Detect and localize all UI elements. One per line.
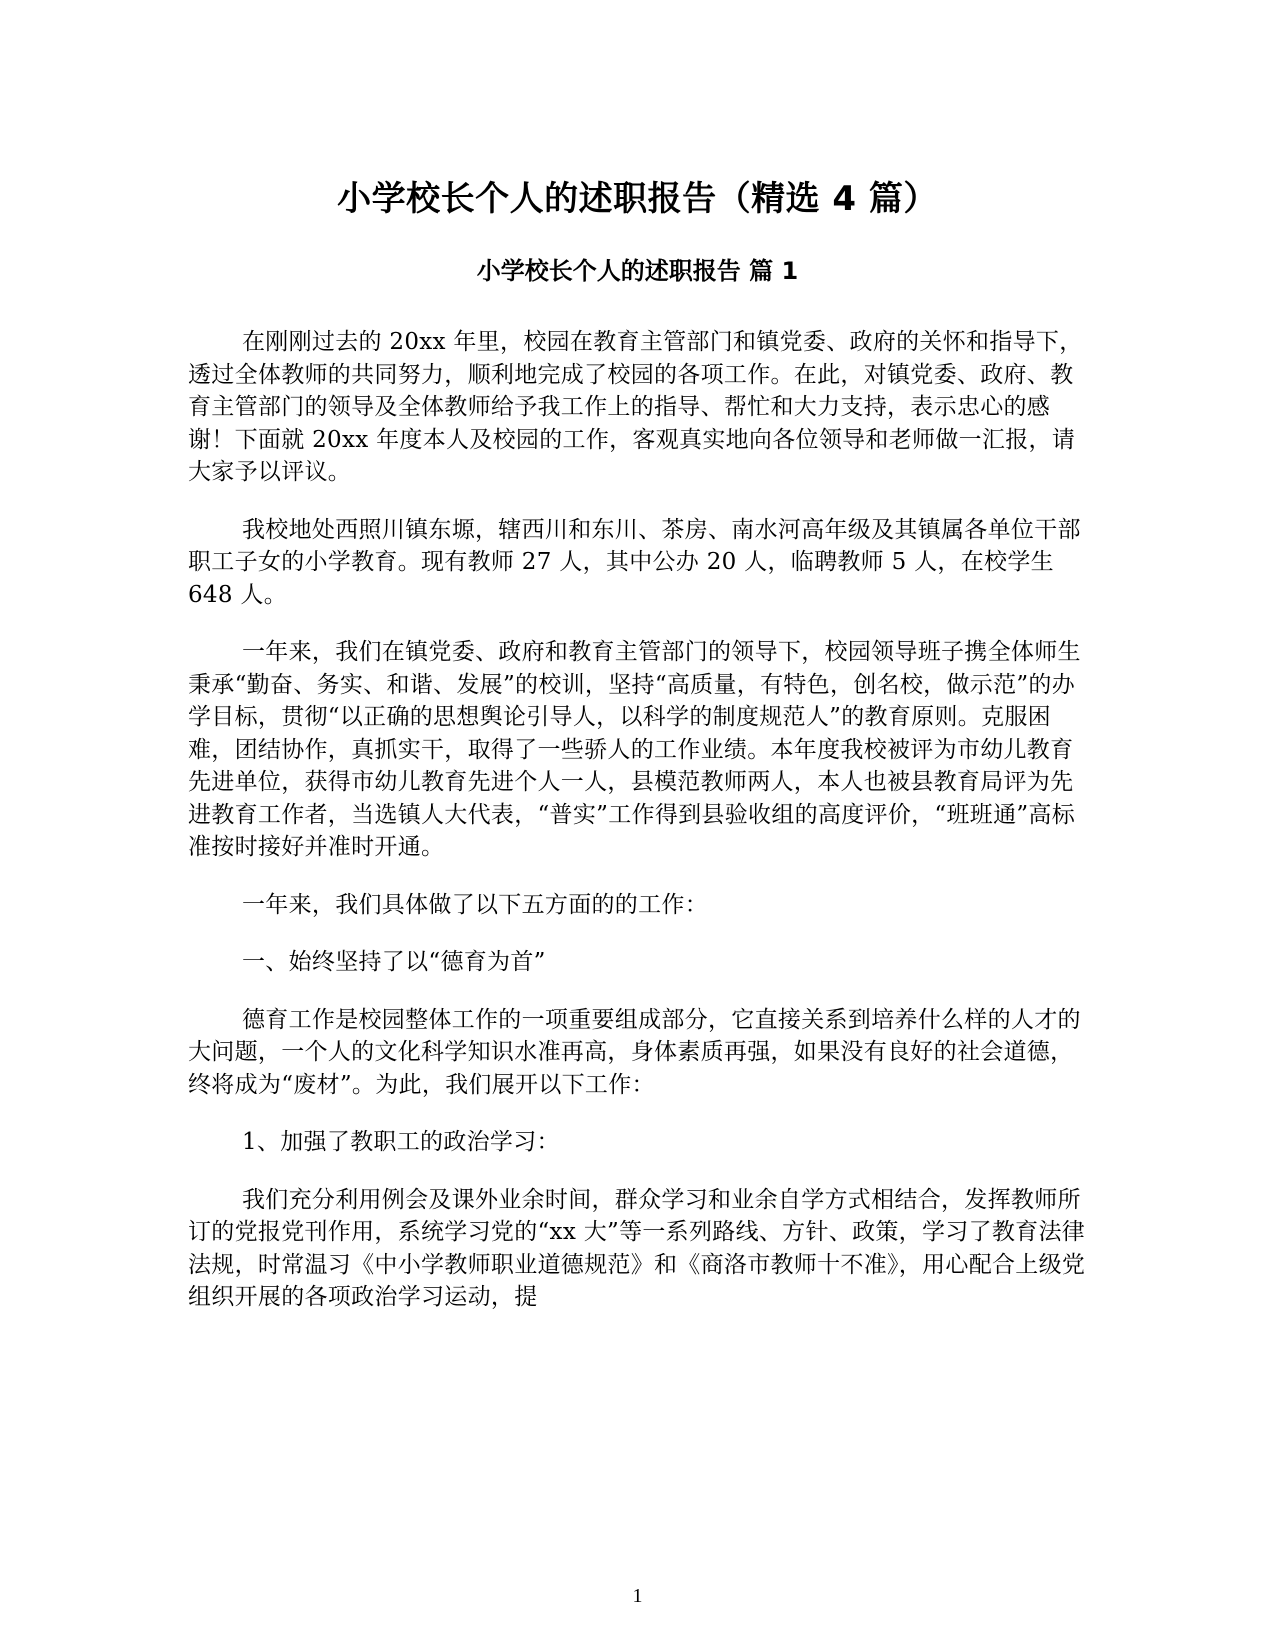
paragraph-political-study: 我们充分利用例会及课外业余时间，群众学习和业余自学方式相结合，发挥教师所订的党报党刊作用，系统学习党的“xx 大”等一系列路线、方针、政策，学习了教育法律法规，时常温习《中小学教师职业道德规范》和《商洛市教师十不准》，用心配合上级党组织开展的各项政治学习运动，提 (188, 1186, 1086, 1310)
paragraph-work-summary-heading: 一年来，我们具体做了以下五方面的的工作： (242, 891, 708, 918)
page-number: 1 (632, 1585, 643, 1607)
section-title: 小学校长个人的述职报告 篇 1 (476, 257, 799, 285)
document-body (188, 326, 1088, 1339)
paragraph-achievements: 一年来，我们在镇党委、政府和教育主管部门的领导下，校园领导班子携全体师生秉承“勤奋、务实、和谐、发展”的校训，坚持“高质量，有特色，创名校，做示范”的办学目标，贯彻“以正确的思想舆论引导人，以科学的制度规范人”的教育原则。克服困难，团结协作，真抓实干，取得了一些骄人的工作业绩。本年度我校被评为市幼儿教育先进单位，获得市幼儿教育先进个人一人，县模范教师两人，本人也被县教育局评为先进教育工作者，当选镇人大代表，“普实”工作得到县验收组的高度评价，“班班通”高标准按时接好并准时开通。 (188, 639, 1081, 860)
document-title: 小学校长个人的述职报告（精选 4 篇） (337, 179, 938, 219)
paragraph-intro: 在刚刚过去的 20xx 年里，校园在教育主管部门和镇党委、政府的关怀和指导下，透过全体教师的共同努力，顺利地完成了校园的各项工作。在此，对镇党委、政府、教育主管部门的领导及全体教师给予我工作上的指导、帮忙和大力支持，表示忠心的感谢！下面就 20xx 年度本人及校园的工作，客观真实地向各位领导和老师做一汇报，请大家予以评议。 (188, 329, 1083, 485)
paragraph-school-overview: 我校地处西照川镇东塬，辖西川和东川、茶房、南水河高年级及其镇属各单位干部职工子女的小学教育。现有教师 27 人，其中公办 20 人，临聘教师 5 人，在校学生 648 人。 (188, 516, 1081, 608)
paragraph-section-one-heading: 一、始终坚持了以“德育为首” (242, 949, 546, 975)
paragraph-moral-education: 德育工作是校园整体工作的一项重要组成部分，它直接关系到培养什么样的人才的大问题，一个人的文化科学知识水准再高，身体素质再强，如果没有良好的社会道德，终将成为“废材”。为此，我们展开以下工作： (188, 1006, 1081, 1098)
paragraph-item-one-heading: 1、加强了教职工的政治学习： (242, 1129, 560, 1155)
